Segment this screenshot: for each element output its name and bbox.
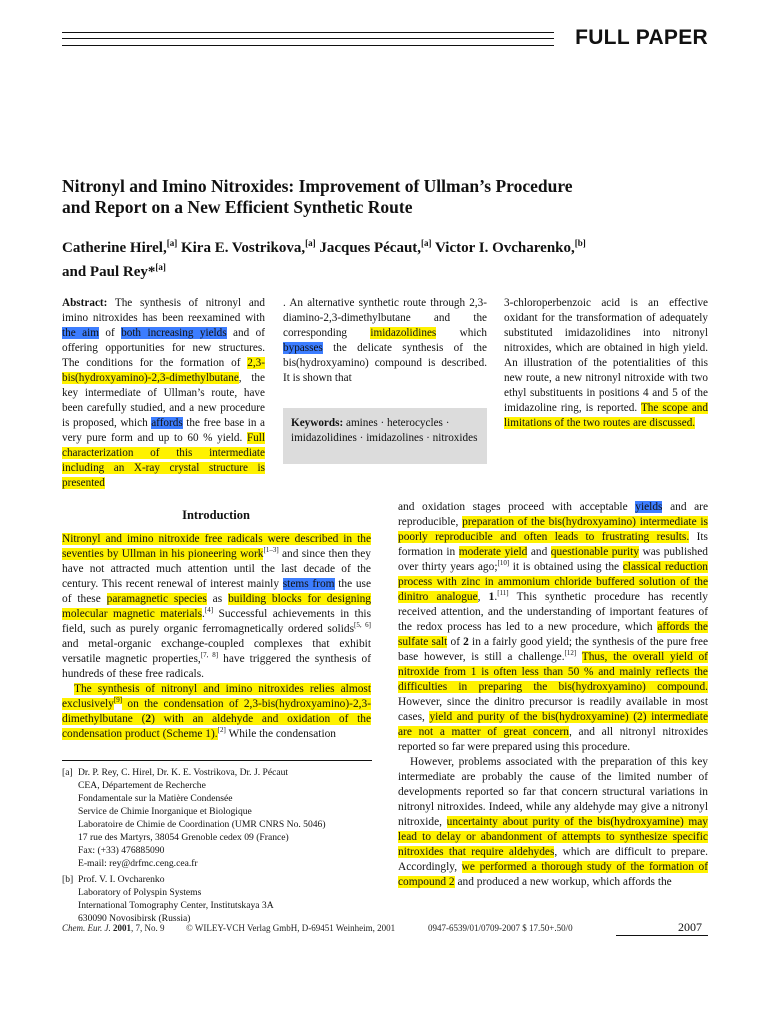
title-line-1: Nitronyl and Imino Nitroxides: Improvement of Ullman’s Procedure bbox=[62, 176, 573, 196]
body-col-left bbox=[62, 532, 371, 742]
page-number: 2007 bbox=[678, 920, 702, 934]
highlight: The synthesis of nitronyl and imino nitroxides relies almost exclusively bbox=[62, 683, 371, 710]
highlight: ) with an aldehyde and oxidation of the condensation product (Scheme 1). bbox=[62, 713, 372, 740]
text-run: and produced a new workup, which affords the bbox=[454, 876, 672, 888]
text-run: , 7, No. 9 bbox=[131, 923, 165, 933]
text-run: 630090 Novosibirsk (Russia) bbox=[78, 913, 191, 924]
highlight: The scope and limitations of the two routes are discussed. bbox=[504, 402, 708, 429]
text-run: . bbox=[202, 608, 205, 620]
text-run: which bbox=[436, 327, 487, 339]
text-run: 2 bbox=[463, 636, 469, 648]
text-run: However, since the dinitro precursor is readily available in most cases, bbox=[398, 696, 708, 723]
text-run: , bbox=[477, 591, 489, 603]
text-run: the use of these bbox=[62, 578, 372, 605]
highlight: the aim bbox=[62, 327, 99, 339]
text-run: [a] bbox=[166, 238, 178, 248]
author bbox=[181, 240, 316, 256]
reference-citation: [11] bbox=[497, 589, 509, 598]
highlight: 2,3-bis(hydroxyamino)-2,3-dimethylbutane bbox=[62, 357, 265, 384]
text-run: Dr. P. Rey, C. Hirel, Dr. K. E. Vostrikova, Dr. J. Pécaut bbox=[78, 767, 289, 778]
page-number-rule bbox=[616, 935, 708, 936]
text-run: of bbox=[98, 327, 122, 339]
text-run: [a] bbox=[305, 238, 316, 248]
header-rule-top bbox=[62, 32, 554, 33]
text-run: of bbox=[447, 636, 464, 648]
text-run: as bbox=[206, 593, 229, 605]
text-run: Its formation in bbox=[398, 531, 708, 558]
abstract-col-2 bbox=[283, 296, 487, 386]
text-run: it is obtained using the bbox=[509, 561, 623, 573]
author bbox=[319, 240, 431, 256]
highlight: we performed a thorough study of the formation of compound 2 bbox=[398, 861, 708, 888]
reference-citation: [10] bbox=[497, 559, 510, 568]
text-run: have triggered the synthesis of hundreds of these free radicals. bbox=[62, 653, 371, 680]
affiliations bbox=[62, 766, 372, 925]
highlight: bypasses bbox=[283, 342, 323, 354]
highlight: on the condensation of 2,3-bis(hydroxyamino)-2,3-dimethylbutane ( bbox=[62, 698, 371, 725]
header-rule-bottom bbox=[62, 45, 554, 46]
text-run: was published over thirty years ago; bbox=[398, 546, 708, 573]
text-run: , the key intermediate of Ullman’s route, have been carefully studied, and a new procedure is proposed, which bbox=[62, 372, 265, 429]
text-run: . An alternative synthetic route through 2,3-diamino-2,3-dimethylbutane and the corresponding bbox=[283, 297, 487, 339]
text-run: and bbox=[527, 546, 551, 558]
article-title bbox=[62, 176, 722, 218]
text-run: 2001 bbox=[113, 923, 131, 933]
text-run: . bbox=[494, 591, 498, 603]
abstract-col-3 bbox=[504, 296, 708, 431]
keywords-label: Keywords: bbox=[291, 417, 344, 429]
affiliation-b bbox=[62, 873, 372, 925]
text-run: Jacques Pécaut, bbox=[319, 240, 422, 256]
section-label: FULL PAPER bbox=[575, 26, 708, 49]
text-run: E-mail: rey@drfmc.ceng.cea.fr bbox=[78, 858, 198, 869]
reference-citation: [9] bbox=[113, 696, 123, 705]
text-run: Service de Chimie Inorganique et Biologique bbox=[78, 806, 252, 817]
text-run: However, problems associated with the preparation of this key intermediate are probably the cause of the limited number of developments reported so far that concern structural variations in nitronyl nitroxides. Indeed, while any aldehyde may give a nitronyl nitroxide, bbox=[398, 756, 708, 828]
reference-citation: [5, 6] bbox=[354, 621, 371, 630]
text-run: [a] bbox=[62, 767, 73, 778]
highlight: questionable purity bbox=[550, 546, 640, 558]
author bbox=[62, 264, 166, 280]
abstract-label: Abstract: bbox=[62, 297, 108, 309]
highlight: Full characterization of this intermediate including an X-ray crystal structure is presented bbox=[62, 432, 265, 489]
highlight: moderate yield bbox=[458, 546, 528, 558]
author bbox=[62, 240, 177, 256]
text-run: 3-chloroperbenzoic acid is an effective oxidant for the transformation of adequately substituted imidazolidines into nitronyl nitroxides, which are obtained in high yield. An illustration of the potentialities of this new route, a new nitronyl nitroxide with two ethyl substituents in positions 4 and 5 of the imidazoline ring, is reported. bbox=[504, 297, 708, 414]
keywords-box bbox=[283, 408, 487, 464]
footnote-divider bbox=[62, 760, 372, 761]
highlight: imidazolidines bbox=[370, 327, 437, 339]
text-run: While the condensation bbox=[225, 728, 336, 740]
text-run: Successful achievements in this field, such as purely organic ferromagnetically ordered solids bbox=[62, 608, 371, 635]
text-run: Chem. Eur. J. bbox=[62, 923, 111, 933]
text-run: and are reproducible, bbox=[398, 501, 709, 528]
section-heading: Introduction bbox=[182, 508, 250, 522]
highlight: 2 bbox=[145, 713, 152, 725]
reference-citation: [2] bbox=[217, 726, 226, 735]
text-run: 17 rue des Martyrs, 38054 Grenoble cedex 09 (France) bbox=[78, 832, 289, 843]
text-run: in a fairly good yield; the synthesis of the pure free base however, is still a challenge. bbox=[398, 636, 709, 663]
author-list bbox=[62, 234, 722, 282]
reference-citation: [7, 8] bbox=[200, 651, 219, 660]
highlight: stems from bbox=[282, 578, 335, 590]
text-run: , and all nitronyl nitroxides reported so far were prepared using this procedure. bbox=[398, 726, 708, 753]
text-run: [b] bbox=[574, 238, 586, 248]
article-code: 0947-6539/01/0709-2007 $ 17.50+.50/0 bbox=[428, 923, 573, 933]
text-run: International Tomography Center, Institutskaya 3A bbox=[78, 900, 274, 911]
text-run: Catherine Hirel, bbox=[62, 240, 167, 256]
keywords-text: amines · heterocycles · imidazolidines · imidazolines · nitroxides bbox=[291, 417, 478, 444]
text-run: Prof. V. I. Ovcharenko bbox=[78, 874, 165, 885]
text-run: 1 bbox=[488, 591, 495, 603]
text-run: and oxidation stages proceed with acceptable bbox=[398, 501, 636, 513]
text-run: and since then they have not attracted much attention until the last decade of the century. This recent renewal of interest mainly bbox=[62, 548, 371, 590]
title-line-2: and Report on a New Efficient Synthetic Route bbox=[62, 197, 413, 217]
text-run: [b] bbox=[62, 874, 74, 885]
text-run: [a] bbox=[155, 262, 166, 272]
author bbox=[435, 240, 586, 256]
copyright: © WILEY-VCH Verlag GmbH, D-69451 Weinheim, 2001 bbox=[186, 923, 396, 933]
text-run: CEA, Département de Recherche bbox=[78, 780, 206, 791]
text-run: and of offering opportunities for new structures. The conditions for the formation of bbox=[62, 327, 265, 369]
text-run bbox=[576, 651, 582, 663]
text-run: Laboratory of Polyspin Systems bbox=[78, 887, 202, 898]
text-run: Kira E. Vostrikova, bbox=[180, 240, 306, 256]
reference-citation: [4] bbox=[204, 606, 214, 615]
text-run: This synthetic procedure has recently received attention, and the understanding of important features of the redox process has led to a new procedure, which bbox=[398, 591, 708, 633]
highlight: preparation of the bis(hydroxyamino) intermediate is poorly reproducible and often leads to frustrating results. bbox=[398, 516, 708, 543]
highlight: yields bbox=[635, 501, 663, 513]
highlight: yield and purity of the bis(hydroxyamine) (2) intermediate are not a matter of great concern bbox=[398, 711, 708, 738]
header-rule-mid bbox=[62, 38, 554, 39]
text-run: Laboratoire de Chimie de Coordination (UMR CNRS No. 5046) bbox=[78, 819, 326, 830]
text-run: Victor I. Ovcharenko, bbox=[435, 240, 575, 256]
text-run: , which are difficult to prepare. Accordingly, bbox=[398, 846, 708, 873]
text-run: the delicate synthesis of the bis(hydroxyamino) compound is described. It is shown that bbox=[283, 342, 487, 384]
text-run: and Paul Rey* bbox=[62, 264, 156, 280]
reference-citation: [12] bbox=[564, 649, 577, 658]
highlight: both increasing yields bbox=[121, 327, 227, 339]
highlight: Nitronyl and imino nitroxide free radicals were described in the seventies by Ullman in his pioneering work bbox=[62, 533, 371, 560]
text-run: the free base in a very pure form and up to 60 % yield. bbox=[62, 417, 265, 444]
text-run: The synthesis of nitronyl and imino nitroxides has been reexamined with bbox=[62, 297, 265, 324]
text-run: Fax: (+33) 476885090 bbox=[78, 845, 165, 856]
highlight: affords bbox=[151, 417, 183, 429]
reference-citation: [1–3] bbox=[263, 546, 279, 555]
highlight: building blocks for designing molecular magnetic materials bbox=[62, 593, 371, 620]
body-col-right bbox=[398, 500, 708, 890]
text-run: [a] bbox=[421, 238, 432, 248]
highlight: Thus, the overall yield of nitroxide from 1 is often less than 50 % and mainly reflects the difficulties in preparing the bis(hydroxyamino) compound. bbox=[398, 651, 708, 693]
affiliation-a bbox=[62, 766, 372, 870]
highlight: uncertainty about purity of the bis(hydroxyamine) may lead to delay or abandonment of attempts to synthesize specific nitroxides that require aldehydes bbox=[398, 816, 709, 858]
highlight: affords the sulfate salt bbox=[398, 621, 708, 648]
text-run: Fondamentale sur la Matière Condensée bbox=[78, 793, 233, 804]
abstract-col-1 bbox=[62, 296, 265, 491]
highlight: classical reduction process with zinc in ammonium chloride buffered solution of the dinitro analogue bbox=[398, 561, 708, 603]
journal-citation bbox=[62, 923, 165, 933]
text-run: and metal-organic exchange-coupled complexes that exhibit versatile magnetic properties, bbox=[62, 638, 371, 665]
highlight: paramagnetic species bbox=[106, 593, 207, 605]
